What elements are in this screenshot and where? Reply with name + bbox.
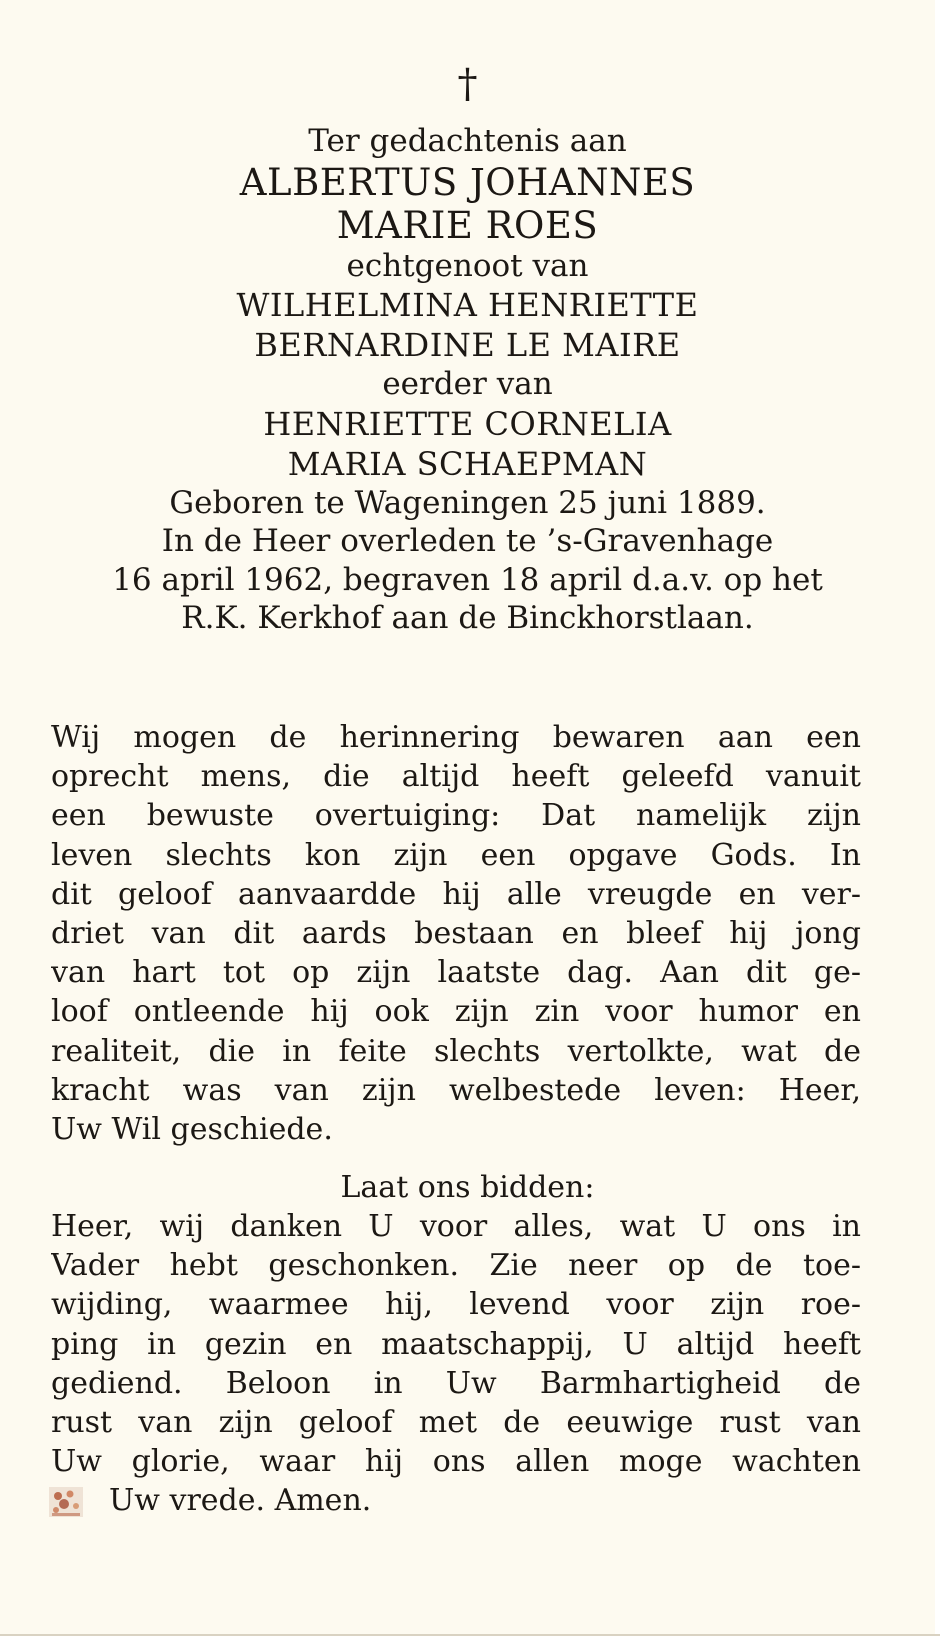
- memorial-line: Wij mogen de herinnering bewaren aan een: [51, 720, 861, 755]
- spouse-name-line-2: BERNARDINE LE MAIRE: [254, 326, 681, 364]
- prayer-line: Heer, wij danken U voor alles, wat U ons in: [51, 1209, 861, 1244]
- prayer-line: Vader hebt geschonken. Zie neer op de toe-: [51, 1248, 861, 1284]
- prayer-line: rust van zijn geloof met de eeuwige rust van: [51, 1405, 861, 1441]
- memorial-line: kracht was van zijn welbestede leven: Heer,: [51, 1072, 861, 1108]
- dedication-text: Ter gedachtenis aan: [308, 123, 627, 159]
- former-spouse-name-line-1: HENRIETTE CORNELIA: [263, 404, 672, 443]
- prayer-line: wijding, waarmee hij, levend voor zijn roe-: [51, 1287, 861, 1323]
- memorial-line: een bewuste overtuiging: Dat namelijk zijn: [51, 798, 861, 834]
- memorial-line: leven slechts kon zijn een opgave Gods. In: [51, 837, 861, 873]
- spouse-name-line-1: WILHELMINA HENRIETTE: [236, 286, 699, 324]
- memorial-line: Uw Wil geschiede.: [51, 1112, 333, 1148]
- spouse-intro: echtgenoot van: [346, 247, 589, 284]
- former-spouse-name-line-2: MARIA SCHAEPMAN: [287, 444, 648, 483]
- dates-line: Geboren te Wageningen 25 juni 1889.: [169, 484, 766, 521]
- memorial-line: dit geloof aanvaardde hij alle vreugde en ver-: [51, 876, 861, 912]
- memorial-line: loof ontleende hij ook zijn zin voor humor en: [51, 994, 861, 1030]
- memorial-line: van hart tot op zijn laatste dag. Aan dit ge-: [51, 955, 861, 991]
- prayer-paragraph: [51, 1207, 861, 1521]
- memorial-line: driet van dit aards bestaan en bleef hij jong: [51, 916, 861, 952]
- prayer-line: Uw vrede. Amen.: [109, 1483, 372, 1519]
- former-spouse-intro: eerder van: [382, 366, 553, 402]
- prayer-line: Uw glorie, waar hij ons allen moge wachten: [51, 1444, 861, 1480]
- memorial-paragraph: [51, 718, 861, 1149]
- cross-icon: †: [457, 61, 478, 107]
- header-block: [40, 122, 895, 638]
- memorial-line: oprecht mens, die altijd heeft geleefd vanuit: [51, 759, 861, 795]
- dates-line: 16 april 1962, begraven 18 april d.a.v. op het: [112, 561, 823, 598]
- stamp-icon: [48, 1486, 84, 1518]
- prayer-title: Laat ons bidden:: [340, 1170, 595, 1205]
- prayer-line: gediend. Beloon in Uw Barmhartigheid de: [51, 1365, 861, 1401]
- dates-line: In de Heer overleden te ’s-Gravenhage: [161, 523, 774, 559]
- deceased-name-line-1: ALBERTUS JOHANNES: [239, 160, 696, 204]
- memorial-line: realiteit, die in feite slechts vertolkte, wat de: [51, 1033, 861, 1069]
- deceased-name-line-2: MARIE ROES: [336, 203, 599, 247]
- prayer-line: ping in gezin en maatschappij, U altijd heeft: [51, 1326, 861, 1362]
- dates-line: R.K. Kerkhof aan de Binckhorstlaan.: [181, 600, 754, 636]
- page-margin: [0, 1636, 947, 1652]
